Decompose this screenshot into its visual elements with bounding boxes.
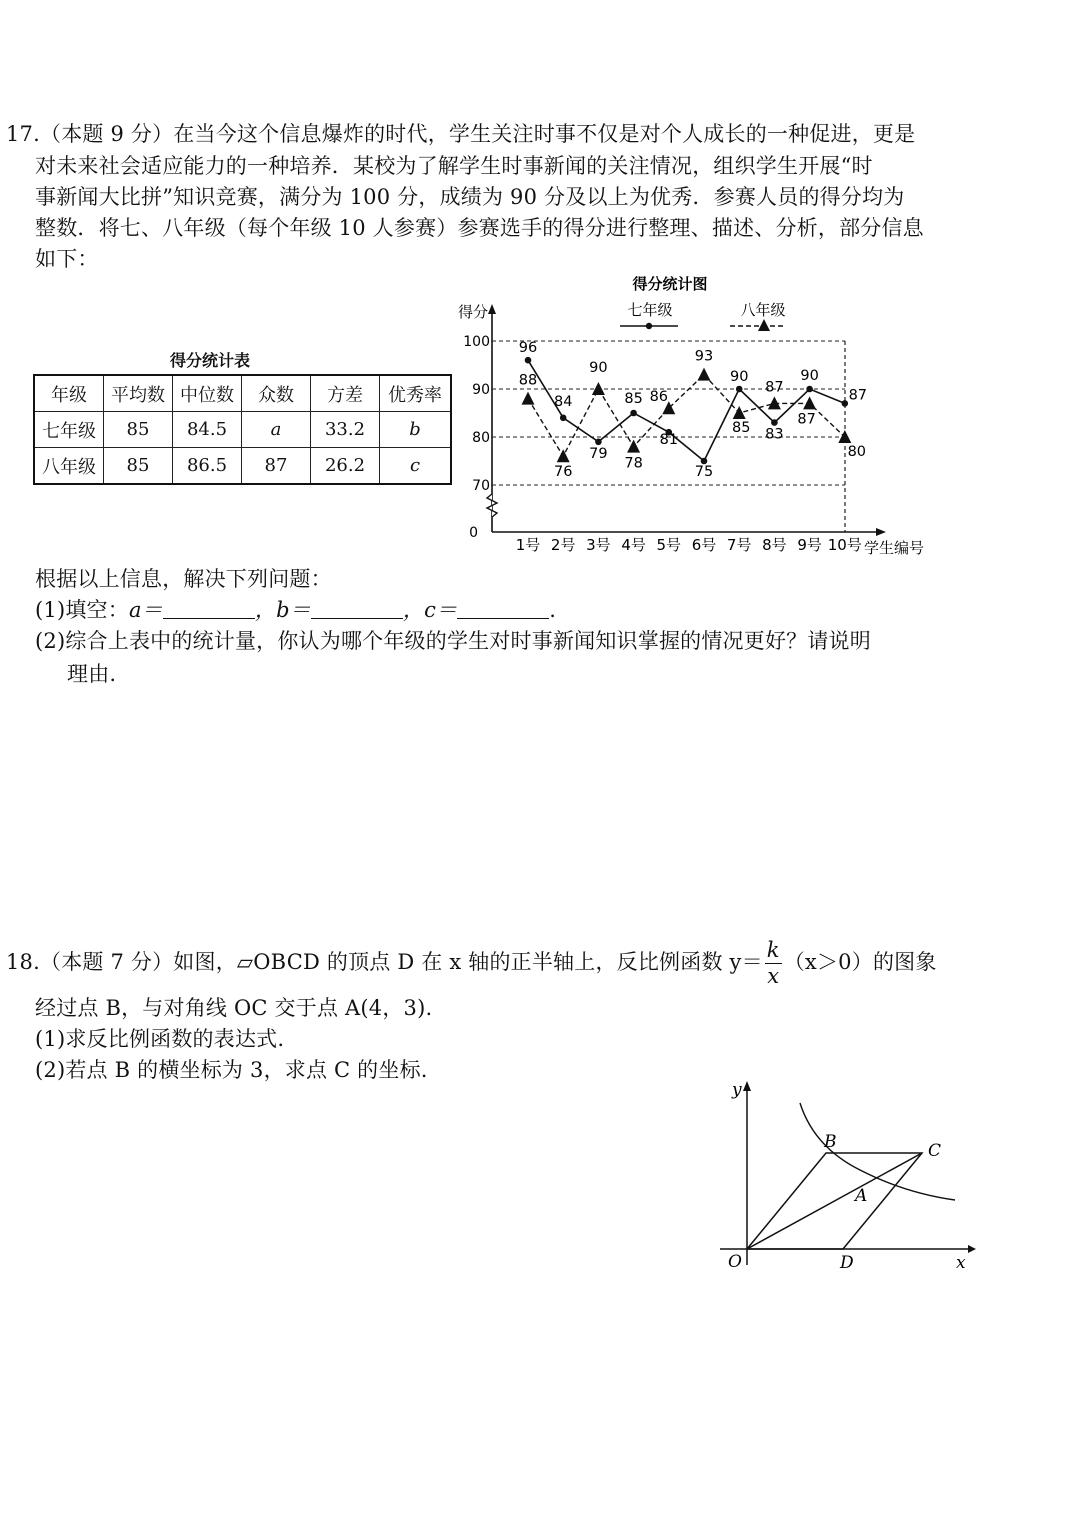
y-tick-label: 70 bbox=[472, 478, 490, 494]
y-tick-label: 80 bbox=[472, 430, 490, 446]
x-tick-label: 10号 bbox=[827, 536, 862, 554]
x-axis-arrow bbox=[968, 1245, 976, 1253]
x-tick-label: 4号 bbox=[621, 536, 646, 554]
table-cell: c bbox=[380, 448, 452, 485]
table-cell: 七年级 bbox=[34, 412, 104, 448]
q18-line-1 bbox=[6, 940, 937, 990]
blank-b[interactable] bbox=[311, 600, 403, 619]
x-tick-label: 8号 bbox=[762, 536, 787, 554]
data-label-grade7: 79 bbox=[589, 445, 608, 462]
table-header-cell: 优秀率 bbox=[380, 375, 452, 412]
data-label-grade7: 85 bbox=[624, 391, 643, 407]
axis-break bbox=[487, 494, 497, 517]
part1-b-label: ，b＝ bbox=[254, 598, 311, 622]
parallelogram-figure bbox=[710, 1075, 980, 1275]
table-cell: 87 bbox=[242, 448, 311, 485]
data-label-grade7: 87 bbox=[848, 387, 868, 404]
fraction-numerator: k bbox=[766, 938, 780, 962]
x-tick-label: 3号 bbox=[586, 536, 611, 554]
data-point-grade7 bbox=[630, 410, 637, 417]
q17-part-2-line-1: (2)综合上表中的统计量，你认为哪个年级的学生对时事新闻知识掌握的情况更好？请说明 bbox=[35, 629, 871, 653]
table-header-cell: 中位数 bbox=[173, 375, 242, 412]
table-header-row bbox=[34, 375, 451, 412]
table-cell: 86.5 bbox=[173, 448, 242, 485]
table-cell: 26.2 bbox=[311, 448, 380, 485]
part1-a-label: a＝ bbox=[128, 598, 163, 622]
data-point-grade7 bbox=[560, 415, 567, 422]
q18-line-1-tail: （x＞0）的图象 bbox=[783, 950, 937, 974]
stat-table-title: 得分统计表 bbox=[170, 351, 251, 370]
data-label-grade8: 85 bbox=[731, 420, 751, 436]
data-label-grade8: 80 bbox=[847, 444, 867, 460]
label-y: y bbox=[732, 1080, 742, 1100]
data-point-grade7 bbox=[525, 357, 532, 364]
data-label-grade8: 93 bbox=[694, 348, 714, 365]
data-point-grade7 bbox=[595, 439, 602, 446]
x-tick-label: 6号 bbox=[691, 536, 717, 554]
x-tick-label: 2号 bbox=[550, 536, 576, 554]
data-label-grade7: 75 bbox=[694, 464, 714, 480]
x-tick-label: 7号 bbox=[726, 536, 752, 554]
data-label-grade8: 87 bbox=[765, 379, 784, 396]
part1-end: . bbox=[549, 598, 557, 622]
fraction-k-over-x bbox=[765, 940, 782, 987]
x-tick-label: 1号 bbox=[515, 536, 541, 554]
data-label-grade7: 81 bbox=[659, 432, 679, 449]
table-cell: 85 bbox=[104, 448, 173, 485]
data-point-grade8 bbox=[522, 392, 535, 405]
data-label-grade8: 78 bbox=[624, 455, 643, 472]
q18-part-2: (2)若点 B 的横坐标为 3，求点 C 的坐标. bbox=[35, 1058, 428, 1082]
data-point-grade8 bbox=[838, 430, 851, 443]
label-a: A bbox=[855, 1186, 868, 1206]
label-c: C bbox=[928, 1141, 942, 1161]
table-cell: 33.2 bbox=[311, 412, 380, 448]
y-axis-arrow bbox=[743, 1081, 751, 1091]
q17-part-2-line-2: 理由. bbox=[67, 662, 117, 686]
data-label-grade7: 96 bbox=[518, 340, 538, 357]
table-cell: 八年级 bbox=[34, 448, 104, 485]
table-row bbox=[34, 412, 451, 448]
part1-c-label: ，c＝ bbox=[402, 598, 458, 622]
table-cell: a bbox=[242, 412, 311, 448]
data-label-grade7: 84 bbox=[553, 393, 573, 410]
y-tick-label: 100 bbox=[463, 334, 490, 350]
table-header-cell: 众数 bbox=[242, 375, 311, 412]
data-point-grade7 bbox=[771, 419, 778, 426]
label-o: O bbox=[728, 1252, 742, 1272]
q17-instruction: 根据以上信息，解决下列问题： bbox=[35, 567, 332, 591]
x-tick-label: 9号 bbox=[797, 536, 822, 554]
data-point-grade7 bbox=[806, 386, 813, 393]
q17-line-2: 对未来社会适应能力的一种培养．某校为了解学生时事新闻的关注情况，组织学生开展“时 bbox=[35, 154, 873, 178]
data-label-grade7: 90 bbox=[800, 368, 819, 384]
y-tick-label: 0 bbox=[469, 525, 478, 541]
fraction-denominator: x bbox=[767, 964, 780, 988]
x-axis-label: 学生编号 bbox=[864, 539, 925, 557]
data-point-grade7 bbox=[842, 400, 849, 407]
y-axis-arrow bbox=[488, 304, 496, 314]
q18-line-2: 经过点 B，与对角线 OC 交于点 A(4，3). bbox=[35, 996, 433, 1020]
legend-label-grade8: 八年级 bbox=[740, 301, 786, 319]
data-point-grade8 bbox=[557, 449, 570, 462]
y-axis-label: 得分 bbox=[458, 303, 489, 321]
score-line-chart bbox=[440, 262, 960, 562]
chart-title: 得分统计图 bbox=[632, 275, 708, 293]
data-label-grade8: 90 bbox=[589, 360, 608, 376]
label-b: B bbox=[824, 1132, 837, 1152]
legend-label-grade7: 七年级 bbox=[627, 301, 673, 319]
table-header-cell: 平均数 bbox=[104, 375, 173, 412]
table-row bbox=[34, 448, 451, 485]
table-cell: 84.5 bbox=[173, 412, 242, 448]
q17-line-4: 整数．将七、八年级（每个年级 10 人参赛）参赛选手的得分进行整理、描述、分析，部分信息 bbox=[35, 216, 924, 240]
data-point-grade8 bbox=[803, 396, 816, 409]
table-header-cell: 年级 bbox=[34, 375, 104, 412]
label-d: D bbox=[840, 1253, 854, 1273]
q18-part-1: (1)求反比例函数的表达式. bbox=[35, 1027, 285, 1051]
data-point-grade8 bbox=[698, 368, 711, 381]
data-label-grade7: 90 bbox=[729, 369, 749, 385]
table-cell: 85 bbox=[104, 412, 173, 448]
y-tick-label: 90 bbox=[472, 382, 490, 398]
blank-a[interactable] bbox=[163, 600, 255, 619]
legend-marker-grade8 bbox=[758, 319, 770, 331]
table-cell: b bbox=[380, 412, 452, 448]
data-label-grade7: 83 bbox=[765, 426, 784, 443]
data-label-grade8: 76 bbox=[553, 464, 573, 481]
q17-line-3: 事新闻大比拼”知识竞赛，满分为 100 分，成绩为 90 分及以上为优秀．参赛人员的得分均为 bbox=[35, 185, 905, 209]
part1-prefix: (1)填空： bbox=[35, 598, 129, 622]
blank-c[interactable] bbox=[457, 600, 549, 619]
x-axis-arrow bbox=[876, 528, 886, 536]
legend-marker-grade7 bbox=[646, 323, 652, 329]
data-label-grade8: 86 bbox=[649, 389, 669, 406]
x-tick-label: 5号 bbox=[656, 536, 682, 554]
data-label-grade8: 87 bbox=[797, 411, 816, 428]
label-x: x bbox=[956, 1253, 966, 1273]
stat-table bbox=[33, 374, 452, 485]
q18-line-1-text: 18.（本题 7 分）如图，▱OBCD 的顶点 D 在 x 轴的正半轴上，反比例函数 y＝ bbox=[6, 950, 763, 974]
diagonal-oc bbox=[747, 1153, 922, 1249]
q17-line-5: 如下： bbox=[35, 247, 99, 271]
q17-part-1 bbox=[35, 594, 556, 624]
table-header-cell: 方差 bbox=[311, 375, 380, 412]
q17-line-1: 17.（本题 9 分）在当今这个信息爆炸的时代，学生关注时事不仅是对个人成长的一种促进，更是 bbox=[6, 122, 916, 146]
data-point-grade7 bbox=[736, 386, 743, 393]
data-label-grade8: 88 bbox=[518, 372, 538, 389]
